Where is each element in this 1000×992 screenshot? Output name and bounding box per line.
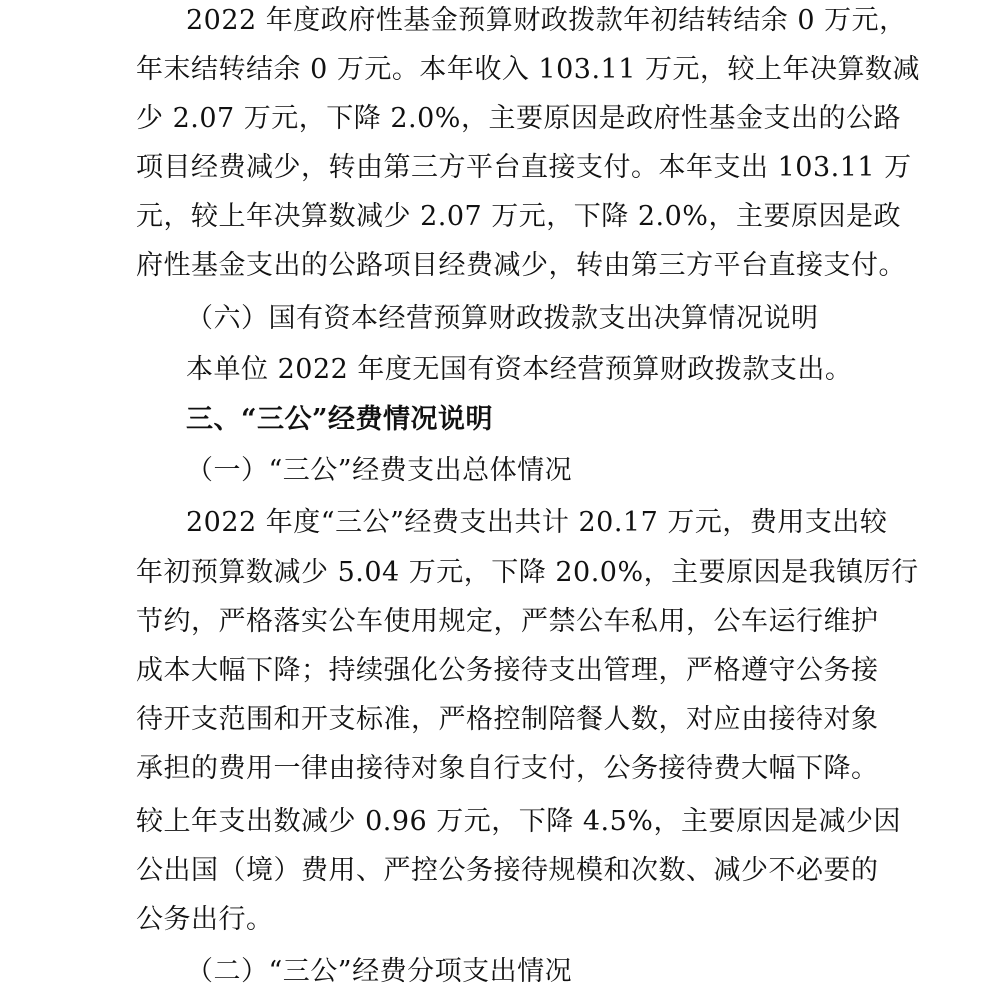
paragraph-3-line-3: 节约，严格落实公车使用规定，严禁公车私用，公车运行维护 <box>136 606 879 637</box>
paragraph-3-line-2: 年初预算数减少 5.04 万元，下降 20.0%，主要原因是我镇厉行 <box>136 557 919 588</box>
paragraph-3-line-7: 较上年支出数减少 0.96 万元，下降 4.5%，主要原因是减少因 <box>136 806 901 837</box>
section-3-heading: 三、“三公”经费情况说明 <box>186 404 494 435</box>
paragraph-3-line-4: 成本大幅下降；持续强化公务接待支出管理，严格遵守公务接 <box>136 655 879 686</box>
subheading-2: （二）“三公”经费分项支出情况 <box>186 956 573 987</box>
heading-6: （六）国有资本经营预算财政拨款支出决算情况说明 <box>186 303 819 334</box>
paragraph-1-line-5: 元，较上年决算数减少 2.07 万元，下降 2.0%，主要原因是政 <box>136 201 901 232</box>
subheading-1: （一）“三公”经费支出总体情况 <box>186 455 573 486</box>
paragraph-1-line-4: 项目经费减少，转由第三方平台直接支付。本年支出 103.11 万 <box>136 152 912 183</box>
paragraph-1-line-3: 少 2.07 万元，下降 2.0%，主要原因是政府性基金支出的公路 <box>136 103 901 134</box>
paragraph-1-line-6: 府性基金支出的公路项目经费减少，转由第三方平台直接支付。 <box>136 250 906 281</box>
paragraph-3-line-8: 公出国（境）费用、严控公务接待规模和次数、减少不必要的 <box>136 855 879 886</box>
paragraph-3-line-9: 公务出行。 <box>136 904 274 935</box>
paragraph-1-line-1: 2022 年度政府性基金预算财政拨款年初结转结余 0 万元， <box>186 5 907 36</box>
paragraph-3-line-5: 待开支范围和开支标准，严格控制陪餐人数，对应由接待对象 <box>136 704 879 735</box>
paragraph-3-line-6: 承担的费用一律由接待对象自行支付，公务接待费大幅下降。 <box>136 753 879 784</box>
paragraph-1-line-2: 年末结转结余 0 万元。本年收入 103.11 万元，较上年决算数减 <box>136 54 920 85</box>
paragraph-3-line-1: 2022 年度“三公”经费支出共计 20.17 万元，费用支出较 <box>186 507 888 538</box>
paragraph-2: 本单位 2022 年度无国有资本经营预算财政拨款支出。 <box>186 354 853 385</box>
